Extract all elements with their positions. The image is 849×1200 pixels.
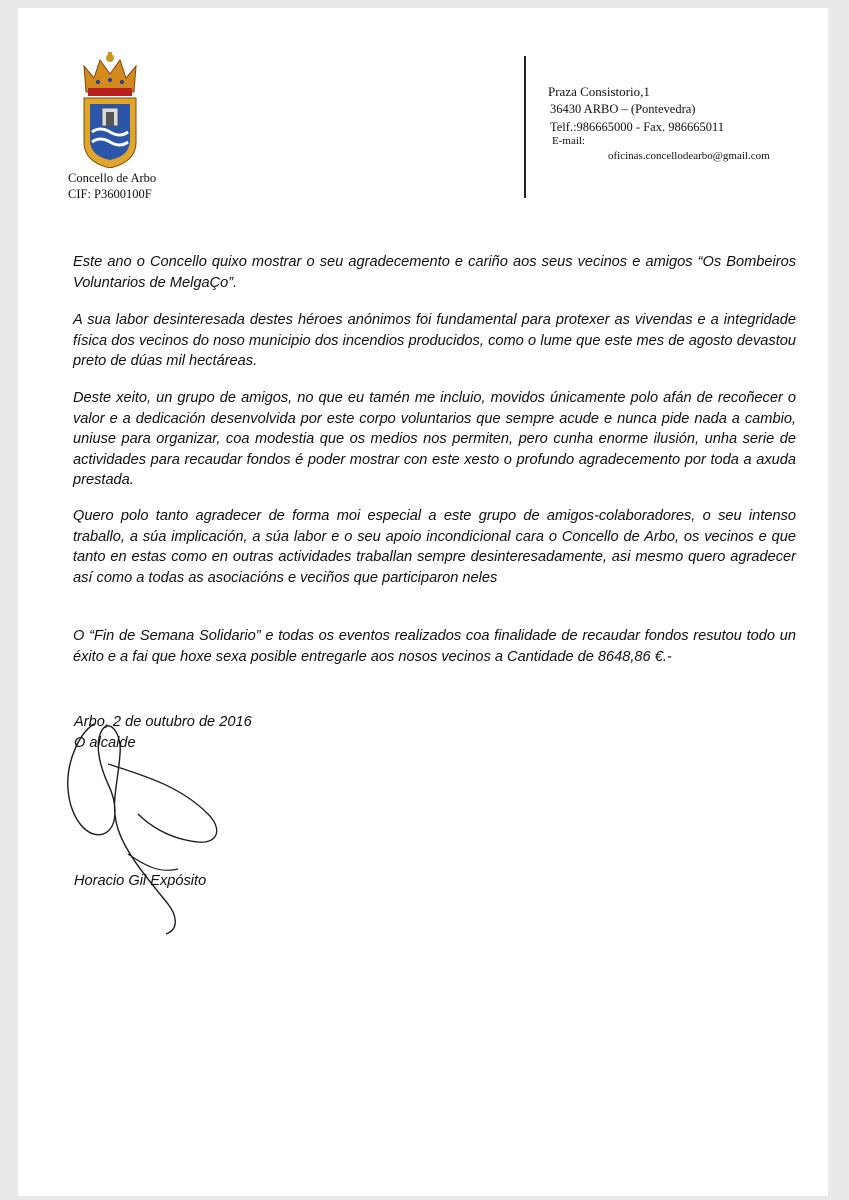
letter-paragraph-1: Este ano o Concello quixo mostrar o seu agradecemento e cariño aos seus vecinos e amigos “Os Bombeiros Voluntarios de MelgaÇo”. [73, 254, 796, 291]
letter-page [18, 8, 828, 1196]
contact-email: oficinas.concellodearbo@gmail.com [608, 150, 770, 162]
handwritten-signature-icon [48, 704, 238, 946]
letter-date: Arbo, 2 de outubro de 2016 [74, 714, 252, 730]
contact-email-label: E-mail: [552, 135, 585, 147]
organization-name: Concello de Arbo [68, 171, 157, 185]
municipal-coat-of-arms-icon [78, 52, 142, 168]
organization-cif: CIF: P3600100F [68, 187, 152, 201]
letter-paragraph-3: Deste xeito, un grupo de amigos, no que eu tamén me incluio, movidos únicamente polo afán de recoñecer o valor e a dedicación desenvolvida por este corpo voluntarios que sempre acude e nunca pide nada a cambio, uniuse para organizar, coa modestia que os medios nos permiten, pero cunha enorme ilusión, unha serie de actividades para recaudar fondos é poder mostrar con este xesto o profundo agradecemento por toda a axuda prestada. [73, 390, 796, 488]
header-divider [524, 56, 526, 198]
letter-paragraph-2: A sua labor desinteresada destes héroes anónimos foi fundamental para protexer as vivendas e a integridade física dos vecinos do noso municipio dos incendios producidos, como o lume que este mes de agosto devastou preto de dúas mil hectáreas. [73, 312, 796, 369]
letter-paragraph-4: Quero polo tanto agradecer de forma moi especial a este grupo de amigos-colaboradores, o seu intenso traballo, a súa implicación, a súa labor e o seu apoio incondicional cara o Concello de Arbo, os vecinos e que tanto en estas como en outras actividades traballan sempre desinteresadamente, asi mesmo quero agradecer así como a todas as asociacións e veciños que participaron neles [73, 508, 796, 586]
contact-postal: 36430 ARBO – (Pontevedra) [550, 102, 696, 116]
contact-phone: Telf.:986665000 - Fax. 986665011 [550, 120, 724, 134]
signer-name: Horacio Gil Expósito [74, 873, 207, 889]
letter-paragraph-5: O “Fin de Semana Solidario” e todas os eventos realizados coa finalidade de recaudar fondos resutou todo un éxito e a fai que hoxe sexa posible entregarle aos nosos vecinos a Cantidade de 8648,86 €.- [73, 628, 796, 665]
signer-role: O alcalde [74, 735, 136, 751]
contact-address: Praza Consistorio,1 [548, 84, 650, 99]
